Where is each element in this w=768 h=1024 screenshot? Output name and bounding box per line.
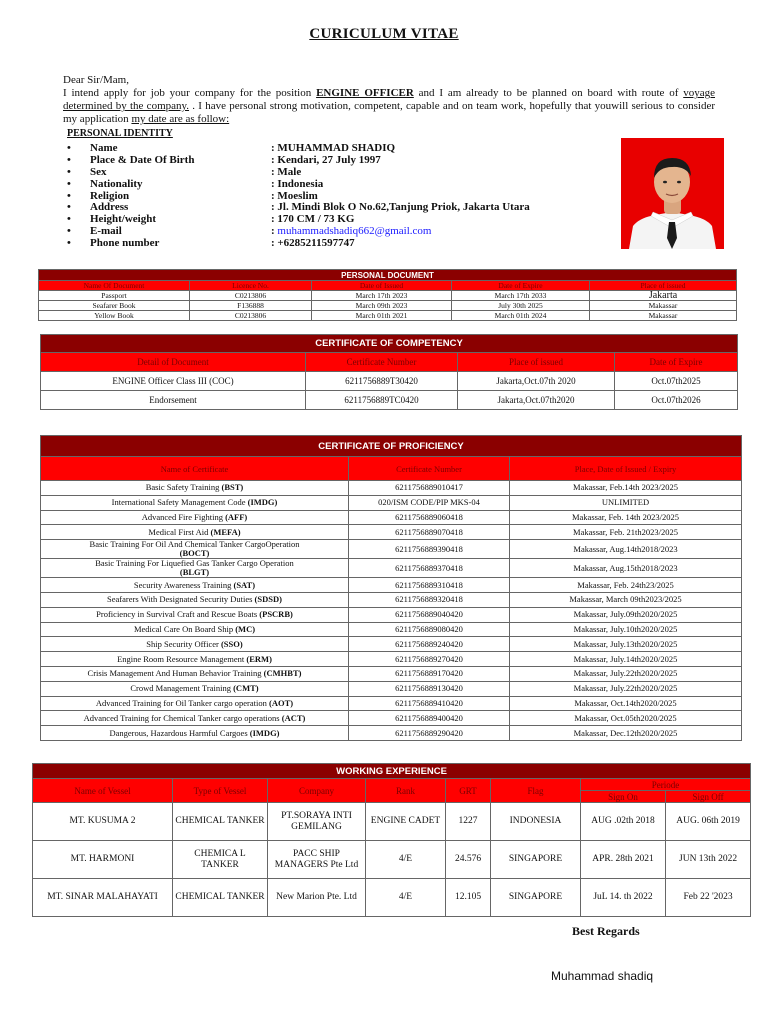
certificate-name: Medical First Aid (MEFA) xyxy=(41,525,349,540)
certificate-name: Advanced Training for Chemical Tanker cargo operations (ACT) xyxy=(41,711,349,726)
table-cell: SINGAPORE xyxy=(491,841,581,879)
table-cell: C0213806 xyxy=(190,291,312,301)
table-cell: MT. KUSUMA 2 xyxy=(33,803,173,841)
column-header: Type of Vessel xyxy=(173,779,268,803)
certificate-number: 6211756889410420 xyxy=(349,696,510,711)
personal-document-table xyxy=(38,269,737,321)
certificate-name: Medical Care On Board Ship (MC) xyxy=(41,622,349,637)
table-cell: March 01th 2021 xyxy=(312,311,452,321)
page-title: CURICULUM VITAE xyxy=(309,26,459,42)
table-cell: APR. 28th 2021 xyxy=(581,841,666,879)
certificate-number: 6211756889400420 xyxy=(349,711,510,726)
certificate-place: Makassar, Feb. 21th2023/2025 xyxy=(510,525,742,540)
table-row xyxy=(33,841,751,879)
column-header: Date of Expire xyxy=(615,353,738,372)
column-header: Date of Expire xyxy=(452,281,590,291)
certificate-name: Crisis Management And Human Behavior Training (CMHBT) xyxy=(41,666,349,681)
column-header: Licence No. xyxy=(190,281,312,291)
table-cell: Jakarta xyxy=(590,291,737,301)
column-header: Periode xyxy=(581,779,751,791)
table-cell: SINGAPORE xyxy=(491,879,581,917)
certificate-number: 6211756889390418 xyxy=(349,540,510,559)
certificate-name: Ship Security Officer (SSO) xyxy=(41,637,349,652)
table-cell: 12.105 xyxy=(446,879,491,917)
closing-regards: Best Regards xyxy=(572,924,640,938)
certificate-name: Advanced Fire Fighting (AFF) xyxy=(41,510,349,525)
identity-row: • Name : MUHAMMAD SHADIQ xyxy=(67,142,396,154)
table-cell: 6211756889T30420 xyxy=(306,372,458,391)
column-header: Name Of Document xyxy=(39,281,190,291)
column-header: Certificate Number xyxy=(306,353,458,372)
identity-label: Phone number xyxy=(90,237,160,250)
table-cell: C0213806 xyxy=(190,311,312,321)
certificate-number: 6211756889370418 xyxy=(349,559,510,578)
table-cell: July 30th 2025 xyxy=(452,301,590,311)
identity-value: : MUHAMMAD SHADIQ xyxy=(271,142,396,154)
certificate-number: 6211756889080420 xyxy=(349,622,510,637)
table-cell: MT. HARMONI xyxy=(33,841,173,879)
identity-label: Height/weight xyxy=(90,213,156,226)
certificate-place: Makassar, July.10th2020/2025 xyxy=(510,622,742,637)
identity-row: • Nationality : Indonesia xyxy=(67,177,324,190)
table-cell: Oct.07th2025 xyxy=(615,372,738,391)
table-row xyxy=(41,711,742,726)
table-row xyxy=(41,666,742,681)
certificate-place: Makassar, Feb. 14th 2023/2025 xyxy=(510,510,742,525)
table-row xyxy=(39,311,737,321)
certificate-place: Makassar, July.22th2020/2025 xyxy=(510,681,742,696)
table-row xyxy=(33,803,751,841)
identity-row: • E-mail : muhammadshadiq662@gmail.com xyxy=(67,225,432,238)
column-header: Name of Vessel xyxy=(33,779,173,803)
certificate-name: Dangerous, Hazardous Harmful Cargoes (IMDG) xyxy=(41,726,349,741)
table-row xyxy=(33,879,751,917)
certificate-place: Makassar, July.14th2020/2025 xyxy=(510,652,742,667)
identity-value: : +6285211597747 xyxy=(271,237,355,250)
certificate-name: Basic Training For Oil And Chemical Tanker CargoOperation (BOCT) xyxy=(41,540,349,559)
table-cell: March 17th 2023 xyxy=(312,291,452,301)
personal-identity-list xyxy=(67,143,627,250)
certificate-place: Makassar, Feb.14th 2023/2025 xyxy=(510,481,742,496)
identity-row: • Height/weight : 170 CM / 73 KG xyxy=(67,213,355,226)
table-cell: 1227 xyxy=(446,803,491,841)
certificate-place: Makassar, Aug.14th2018/2023 xyxy=(510,540,742,559)
identity-label: E-mail xyxy=(90,225,122,238)
column-header: Sign Off xyxy=(666,791,751,803)
certificate-place: Makassar, July.13th2020/2025 xyxy=(510,637,742,652)
identity-row: • Place & Date Of Birth : Kendari, 27 July 1997 xyxy=(67,153,381,166)
certificate-name: Basic Training For Liquefied Gas Tanker Cargo Operation (BLGT) xyxy=(41,559,349,578)
table-row xyxy=(41,681,742,696)
certificate-number: 6211756889130420 xyxy=(349,681,510,696)
certificate-place: Makassar, July.22th2020/2025 xyxy=(510,666,742,681)
identity-label: Sex xyxy=(90,165,107,178)
proficiency-title: CERTIFICATE OF PROFICIENCY xyxy=(41,436,742,457)
certificate-number: 6211756889320418 xyxy=(349,592,510,607)
column-header: GRT xyxy=(446,779,491,803)
table-cell: CHEMICAL TANKER xyxy=(173,879,268,917)
competency-title: CERTIFICATE OF COMPETENCY xyxy=(41,335,738,353)
table-cell: Makassar xyxy=(590,311,737,321)
table-cell: 24.576 xyxy=(446,841,491,879)
certificate-name: Proficiency in Survival Craft and Rescue Boats (PSCRB) xyxy=(41,607,349,622)
certificate-name: Basic Safety Training (BST) xyxy=(41,481,349,496)
identity-row: • Phone number : +6285211597747 xyxy=(67,237,355,250)
certificate-name: Engine Room Resource Management (ERM) xyxy=(41,652,349,667)
certificate-place: Makassar, March 09th2023/2025 xyxy=(510,592,742,607)
table-cell: 4/E xyxy=(366,841,446,879)
experience-table xyxy=(32,763,751,917)
column-header: Place, Date of Issued / Expiry xyxy=(510,457,742,481)
intro-position: ENGINE OFFICER xyxy=(316,87,414,99)
table-row xyxy=(41,372,738,391)
certificate-number: 6211756889290420 xyxy=(349,726,510,741)
intro-text-1: I intend apply for job your company for the position xyxy=(63,87,317,99)
identity-value: : Kendari, 27 July 1997 xyxy=(271,153,381,166)
identity-label: Nationality xyxy=(90,177,143,190)
column-header: Sign On xyxy=(581,791,666,803)
column-header: Company xyxy=(268,779,366,803)
intro-text-3: . I have personal strong motivation, competent, capable and on team work, hopefully that youwill serious to consider my application xyxy=(63,100,715,125)
table-cell: Seafarer Book xyxy=(39,301,190,311)
table-cell: Passport xyxy=(39,291,190,301)
table-cell: CHEMICA L TANKER xyxy=(173,841,268,879)
table-cell: Jakarta,Oct.07th 2020 xyxy=(458,372,615,391)
identity-value: : 170 CM / 73 KG xyxy=(271,213,355,226)
table-row xyxy=(41,391,738,410)
identity-label: Name xyxy=(90,142,118,154)
table-row xyxy=(41,637,742,652)
intro-paragraph xyxy=(63,74,715,126)
table-row xyxy=(41,592,742,607)
identity-row: • Religion : Moeslim xyxy=(67,189,318,202)
certificate-number: 6211756889010417 xyxy=(349,481,510,496)
certificate-name: Crowd Management Training (CMT) xyxy=(41,681,349,696)
intro-text-2: and I am already to be planned on board with route of xyxy=(413,87,684,99)
table-cell: CHEMICAL TANKER xyxy=(173,803,268,841)
table-cell: JUN 13th 2022 xyxy=(666,841,751,879)
table-cell: INDONESIA xyxy=(491,803,581,841)
intro-text-4: my date are as follow: xyxy=(131,113,230,125)
certificate-place: Makassar, July.09th2020/2025 xyxy=(510,607,742,622)
table-row xyxy=(41,652,742,667)
certificate-name: Seafarers With Designated Security Duties (SDSD) xyxy=(41,592,349,607)
table-row xyxy=(41,495,742,510)
table-cell: PT.SORAYA INTI GEMILANG xyxy=(268,803,366,841)
intro-route: voyage determined by the company. xyxy=(63,87,715,112)
email-link[interactable]: muhammadshadiq662@gmail.com xyxy=(277,225,432,238)
identity-value: : muhammadshadiq662@gmail.com xyxy=(271,225,432,238)
identity-label: Religion xyxy=(90,189,130,202)
column-header: Name of Certificate xyxy=(41,457,349,481)
table-row xyxy=(41,510,742,525)
experience-title: WORKING EXPERIENCE xyxy=(33,764,751,779)
table-row xyxy=(41,559,742,578)
column-header: Certificate Number xyxy=(349,457,510,481)
column-header: Place of issued xyxy=(458,353,615,372)
column-header: Date of Issued xyxy=(312,281,452,291)
identity-row: • Address : Jl. Mindi Blok O No.62,Tanjung Priok, Jakarta Utara xyxy=(67,201,530,214)
certificate-number: 6211756889040420 xyxy=(349,607,510,622)
table-row xyxy=(41,578,742,593)
certificate-place: UNLIMITED xyxy=(510,495,742,510)
table-cell: F136888 xyxy=(190,301,312,311)
table-row xyxy=(39,301,737,311)
table-cell: New Marion Pte. Ltd xyxy=(268,879,366,917)
table-cell: ENGINE Officer Class III (COC) xyxy=(41,372,306,391)
table-row xyxy=(41,481,742,496)
table-cell: PACC SHIP MANAGERS Pte Ltd xyxy=(268,841,366,879)
certificate-number: 020/ISM CODE/PIP MKS-04 xyxy=(349,495,510,510)
column-header: Place of issued xyxy=(590,281,737,291)
certificate-name: International Safety Management Code (IMDG) xyxy=(41,495,349,510)
identity-value: : Moeslim xyxy=(271,189,318,202)
identity-label: Address xyxy=(90,201,129,214)
identity-value: : Jl. Mindi Blok O No.62,Tanjung Priok, Jakarta Utara xyxy=(271,201,530,214)
identity-value: : Indonesia xyxy=(271,177,324,190)
table-cell: 4/E xyxy=(366,879,446,917)
certificate-name: Advanced Training for Oil Tanker cargo operation (AOT) xyxy=(41,696,349,711)
signature-name: Muhammad shadiq xyxy=(551,969,654,983)
competency-table xyxy=(40,334,738,410)
table-cell: March 01th 2024 xyxy=(452,311,590,321)
table-row xyxy=(41,622,742,637)
table-cell: Oct.07th2026 xyxy=(615,391,738,410)
table-row xyxy=(41,525,742,540)
column-header: Detail of Document xyxy=(41,353,306,372)
table-row xyxy=(41,696,742,711)
greeting: Dear Sir/Mam, xyxy=(63,74,129,86)
proficiency-table xyxy=(40,435,742,741)
certificate-place: Makassar, Oct.14th2020/2025 xyxy=(510,696,742,711)
certificate-number: 6211756889060418 xyxy=(349,510,510,525)
table-cell: Makassar xyxy=(590,301,737,311)
certificate-place: Makassar, Feb. 24th23/2025 xyxy=(510,578,742,593)
table-row xyxy=(39,291,737,301)
certificate-place: Makassar, Aug.15th2018/2023 xyxy=(510,559,742,578)
identity-row: • Sex : Male xyxy=(67,165,302,178)
certificate-number: 6211756889270420 xyxy=(349,652,510,667)
identity-label: Place & Date Of Birth xyxy=(90,153,195,166)
certificate-number: 6211756889310418 xyxy=(349,578,510,593)
profile-photo xyxy=(621,138,724,249)
table-cell: 6211756889TC0420 xyxy=(306,391,458,410)
certificate-name: Security Awareness Training (SAT) xyxy=(41,578,349,593)
table-cell: Jakarta,Oct.07th2020 xyxy=(458,391,615,410)
table-cell: Yellow Book xyxy=(39,311,190,321)
table-cell: AUG. 06th 2019 xyxy=(666,803,751,841)
table-cell: MT. SINAR MALAHAYATI xyxy=(33,879,173,917)
table-cell: Feb 22 '2023 xyxy=(666,879,751,917)
personal-identity-title: PERSONAL IDENTITY xyxy=(67,128,173,139)
table-cell: March 17th 2033 xyxy=(452,291,590,301)
table-cell: ENGINE CADET xyxy=(366,803,446,841)
column-header: Rank xyxy=(366,779,446,803)
certificate-number: 6211756889240420 xyxy=(349,637,510,652)
personal-document-title: PERSONAL DOCUMENT xyxy=(39,270,737,281)
table-cell: JuL 14. th 2022 xyxy=(581,879,666,917)
certificate-number: 6211756889070418 xyxy=(349,525,510,540)
table-cell: AUG .02th 2018 xyxy=(581,803,666,841)
identity-value: : Male xyxy=(271,165,302,178)
certificate-place: Makassar, Oct.05th2020/2025 xyxy=(510,711,742,726)
column-header: Flag xyxy=(491,779,581,803)
table-row xyxy=(41,726,742,741)
table-cell: March 09th 2023 xyxy=(312,301,452,311)
table-row xyxy=(41,540,742,559)
certificate-place: Makassar, Dec.12th2020/2025 xyxy=(510,726,742,741)
table-row xyxy=(41,607,742,622)
certificate-number: 6211756889170420 xyxy=(349,666,510,681)
table-cell: Endorsement xyxy=(41,391,306,410)
